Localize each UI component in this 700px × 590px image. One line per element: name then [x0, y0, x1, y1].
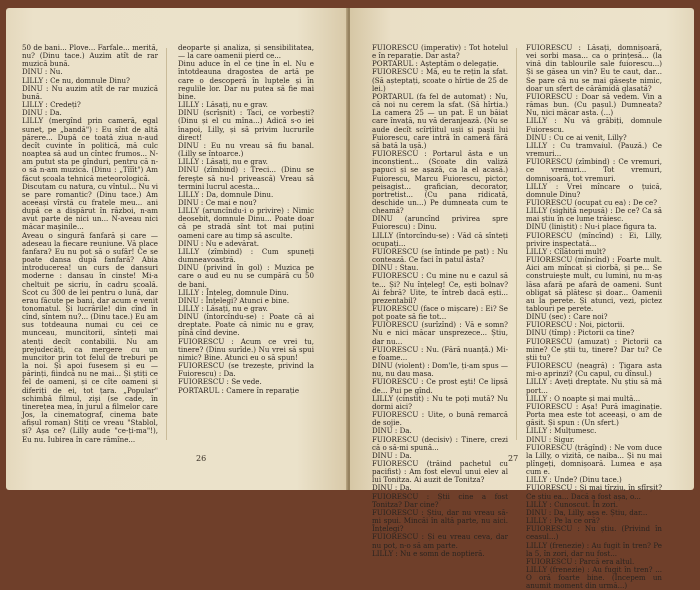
script-paragraph: DINU : Da.: [22, 108, 62, 118]
script-paragraph: FUIORESCU : Așa! Pură imaginație. Porta mea este tot aceeași, o am de găsit. Și spun : (Un sfert.): [526, 401, 662, 428]
script-paragraph: FUIORESCU : Portarul ăsta e un inconștient... (Scoate din valiză papuci și se așază, ca la el acasă.) Fuiorescu, Marcu Fuiorescu, pictor, peisagist... grafician, decorator, portretist... (Cu pana ridicată, deschide un...) Pe dumneata cum te cheamă?: [372, 149, 508, 216]
script-paragraph: PORTARUL (fa fel de automat) : Nu, că noi nu cerem la sfat. (Să hîrtia.) La camera 25 — un pat. E un băiat care învață, nu vă deranjează. (Nu se aude decît scîrțîitul ușii și pașii lui Fuiorescu, care intră în cameră fără să bată la ușă.): [372, 91, 508, 150]
script-paragraph: FUIORESCU : Noi, pictorii.: [526, 320, 625, 330]
script-paragraph: LILLY : Da, domnule Dinu.: [178, 189, 274, 199]
script-paragraph: FUIORESCU (trăgînd) : Ne vom duce la Lilly, o vizită, ce naiba... Și nu mai plîngeți, domnișoară. Lumea e așa cum e.: [526, 442, 662, 477]
script-paragraph: DINU : Ce mai e nou?: [178, 197, 257, 207]
script-paragraph: DINU (scrîșnit) : Taci, ce vorbești? (Dinu și el cu mîna...) Adică s-o iei înapoi, Lilly, și să privim lucrurile direct!: [178, 108, 314, 142]
script-paragraph: FUIORESCU : Și mai tîrziu, în sfîrșit? Ce știu ea... Dacă a fost așa, o...: [526, 483, 662, 501]
script-paragraph: Aveau o singură fanfară și care — adeseau la fiecare reuniune. Vă place fanfara? Eu nu pot să o sufăr! Ce se poate dansa după fanfară? Abia introducerea! un curs de dansuri moderne : dansau în cinste! Mi-a cheltuit pe sicriu, în cadru școală. Scot cu 300 de lei pentru o lună, dar erau făcute pe bani, dar acum e venit tonomatul. Și lucrările! din cînd în cînd, sîntem nu?... (Dinu tace.) Eu am sus totdeauna numai cu cei ce munceau, muncitorii, sînteți mai atenți decît contabilii. Nu am prejudecăți, ca mergere cu un muncitor prin tot felul de treburi pe la noi. Și apoi fusesem și eu — părinți, fiindcă nu ne mai... Și știți ce fel de oameni, și ce cîte oameni și diferiți de ei, tot țara. „Popular" schimbă filmul, zişi (se cade, în tinerețea mea, în jurul a filmelor care Jos, la cinematograf, cinema bate afișul roman) Stiți ce vreau "Stablol, și? Așa ce? (Lilly aude "ce-ți-ma"!), Eu nu. Iubirea în care rămîne...: [22, 230, 158, 444]
script-paragraph: FUIORESCU : Doar să vedem. Vin a rămas bun. (Cu pașul.) Dumneata? Nu, nici măcar asta. (...): [526, 91, 662, 118]
script-paragraph: LILLY : Unde? (Dinu tace.): [526, 475, 622, 485]
script-paragraph: LILLY (zîmbind) : Cum spuneți dumneavoastră.: [178, 246, 314, 265]
script-paragraph: DINU (sec) : Care noi?: [526, 312, 608, 322]
script-paragraph: LILLY : Credeți?: [22, 100, 81, 110]
script-paragraph: LILLY : Mulțumesc.: [526, 426, 597, 436]
script-paragraph: FUIORESCU : Nu știu. (Privind în ceasul...): [526, 524, 662, 542]
script-paragraph: DINU : Sigur.: [526, 434, 575, 444]
script-paragraph: LILLY : Cîlătorii mult?: [526, 246, 606, 256]
script-paragraph: FUIORESCU (neagră) : Țigara asta mi-o aprinzi? (Cu capul, cu dînsul.): [526, 361, 662, 379]
right-page: [350, 8, 694, 590]
script-paragraph: DINU (tîmp) : Pictorii ca tine?: [526, 328, 635, 338]
script-paragraph: FUIORESCU : Știu, dar nu vreau să-mi spui. Mincăi în altă parte, nu aici. Înțelegi?: [372, 507, 508, 534]
script-paragraph: DINU : Da.: [372, 450, 412, 460]
script-paragraph: FUIORESCU (zîmbind) : Ce vremuri, ce vremuri... Tot vremuri, domnișoară, tot vremuri.: [526, 157, 662, 183]
script-paragraph: FUIORESCU : Se vede.: [178, 377, 262, 387]
script-paragraph: FUIORESCU : Parcă era altul.: [526, 556, 635, 566]
script-paragraph: DINU (liniștit) : Nu-i place figura ta.: [526, 222, 657, 232]
script-paragraph: LILLY (frenezie) : Au fugit în tren? ... O oră foarte bine. (Începem un anumit moment din urmă...): [526, 565, 662, 590]
script-paragraph: FUIORESCU (imperativ) : Tot hotelul e în reparație. Dar asta?: [372, 43, 508, 61]
script-paragraph: FUIORESCU : Și eu vreau ceva, dar nu pot, n-o să am parte.: [372, 532, 508, 550]
script-paragraph: LILLY : Cunoscut. În zori.: [526, 499, 618, 509]
script-paragraph: DINU (aruncînd privirea spre Fuiorescu) : Dinu.: [372, 214, 508, 232]
script-paragraph: DINU : Da.: [372, 483, 412, 493]
script-paragraph: DINU : Nu auzim atît de rar muzică bună.: [22, 83, 158, 101]
script-paragraph: FUIORESCU (surîzînd) : Vă e somn? Nu e nici măcar unsprezece... Știu, dar nu...: [372, 320, 508, 346]
script-paragraph: FUIORESCU (se întinde pe pat) : Nu contează. Ce faci în patul ăsta?: [372, 246, 508, 265]
script-paragraph: DINU : Stau.: [372, 263, 419, 273]
script-paragraph: FUIORESCU : Mă, eu te rețin la sfat. (Să așteptați, scoate o hîrtie de 25 de lei.): [372, 67, 508, 93]
script-paragraph: Dinu aduce în el ce ține în el. Nu e întotdeauna dragostea de artă pe care o descoperă în luptele și în regulile lor. Dar nu putea să fie mai bine.: [178, 59, 314, 101]
script-paragraph: DINU (zîmbind) : Treci... (Dinu se fereşte să nu-l privească) Vreau să termini lucrul acesta...: [178, 165, 314, 191]
script-paragraph: FUIORESCU (ocupat cu ea) : De ce?: [526, 197, 658, 207]
script-paragraph: 50 de bani... Plove... Farfale... merită, nu? (Dinu tace.) Auzim atît de rar muzică bună.: [22, 43, 158, 69]
script-paragraph: LILLY : Lăsați, nu e grav.: [178, 304, 268, 313]
script-paragraph: DINU : Nu e adevărat.: [178, 238, 259, 248]
script-paragraph: DINU : Da, Lilly, așa e. Știu, dar...: [526, 507, 648, 517]
script-paragraph: FUIORESCU (mîncînd) : Foarte mult. Aici am mîncat și ciorbă, și pe... Se construiește mult, cu lumini, nu m-aș lăsa afară pe afară de oameni. Sunt obligat să plătesc și doar... Oamenii au la perete. Și atunci, vezi, pictez tablouri pe perete.: [526, 255, 662, 313]
script-paragraph: DINU : Da.: [372, 426, 412, 436]
script-paragraph: PORTARUL : Așteptăm o delegație.: [372, 59, 499, 69]
right-page-column-2: [526, 43, 662, 590]
script-paragraph: LILLY : Cu tramvaiul. (Pauză.) Ce vremuri...: [526, 140, 662, 159]
script-paragraph: Discutam cu natura, cu vîntul... Nu vi se pare romantic? (Dinu tace.) Am aceeași vîrstă cu fratele meu... ani după ce a dispărut în război, n-am avut parte de nici un... N-aveau nici măcar maşinile...: [22, 181, 158, 232]
script-paragraph: FUIORESCU (decisiv) : Tinere, crezi că o să-mi spună...: [372, 434, 508, 452]
script-paragraph: LILLY (cinstit) : Nu te poți mută? Nu dormi aici?: [372, 393, 508, 411]
script-paragraph: LILLY (întorcîndu-se) : Văd că sînteți ocupați...: [372, 230, 508, 248]
script-paragraph: FUIORESCU (trăind pachetul cu pacifist) : Am fost elevul unui elev al lui Tonitza. Ai auzit de Tonitza?: [372, 458, 508, 485]
script-paragraph: DINU : Nu.: [22, 67, 63, 77]
script-paragraph: deoparte și analiza, și sensibilitatea, — la care oamenii pierd ce...: [178, 43, 314, 61]
script-paragraph: FUIORESCU : Acum ce vrei tu, tinere? (Dinu surîde.) Nu vrei să spui nimic? Bine. Atunci eu o să spun!: [178, 336, 314, 362]
left-page-column-2: [178, 44, 314, 440]
right-page-column-1: [372, 43, 508, 558]
script-paragraph: LILLY : O noapte și mai multă...: [526, 393, 641, 403]
script-paragraph: LILLY : Nu vă grăbiți, domnule Fuiorescu.: [526, 116, 662, 134]
script-paragraph: LILLY : Aveți dreptate. Nu știu să mă port...: [526, 377, 662, 395]
script-paragraph: FUIORESCU : Știi cine a fost Tonitza? Dar cine?: [372, 491, 508, 509]
script-paragraph: FUIORESCU : Cu mine nu e cazul să te... Și? Nu înțeleg! Ce, ești bolnav? Ai febră? Uite, te întreb dacă ești... prezentabil?: [372, 271, 508, 305]
column-divider: [516, 48, 517, 440]
script-paragraph: LILLY (sighiță nepusă) : De ce? Ca să mai știu în ce lume trăiesc.: [526, 206, 662, 224]
script-paragraph: LILLY (mergînd prin cameră, egal sunet, pe „bandă") : Eu sînt de altă părere... După ce toată ziua n-aud decît cuvinte în politică, mă culc noaptea să aud un cîntec frumos... N-am putut sta pe gînduri, pentru că n-o să n-am muzică. (Dinu : „Tîîît") Am făcut școala tehnică meteorologică.: [22, 116, 158, 183]
script-paragraph: DINU : Cu ce ai venit, Lilly?: [526, 132, 627, 142]
script-paragraph: LILLY : Lăsați, nu e grav.: [178, 157, 268, 167]
script-paragraph: FUIORESCU : Lăsați, domnișoară, vei sorbi masa... ca o prințesă... (la vină din tablourile sale fuiorescu...) Și se găsea un vin? Eu te caut, dar... Se pare că nu se mai găsește nimic, doar un sfert de cărămidă glasată?: [526, 43, 662, 93]
script-paragraph: DINU (privind în gol) : Muzica pe care o aud eu nu se cumpără cu 50 de bani.: [178, 263, 314, 289]
script-paragraph: DINU : Înțelegi? Atunci e bine.: [178, 295, 290, 305]
script-paragraph: PORTARUL : Camere în reparație: [178, 385, 300, 395]
script-paragraph: LILLY : Pe la ce oră?: [526, 516, 600, 526]
script-paragraph: LILLY : Înțeleg, domnule Dinu.: [178, 287, 289, 297]
script-paragraph: LILLY : Vrei mîncare o țuică, domnule Dinu?: [526, 181, 662, 199]
left-page-column-1: [22, 43, 158, 444]
script-paragraph: LILLY : Lăsați, nu e grav.: [178, 100, 268, 110]
script-paragraph: FUIORESCU (se trezește, privind la Fuiorescu) : Da.: [178, 361, 314, 379]
script-paragraph: LILLY : Nu e somn de noptieră.: [372, 548, 485, 558]
left-page: [6, 8, 348, 490]
script-paragraph: LILLY : Ce nu, domnule Dinu?: [22, 75, 130, 85]
script-paragraph: LILLY (frenezie) : Au fugit în tren? Pe la 5, în zori, dar nu fost...: [526, 540, 662, 558]
script-paragraph: FUIORESCU : Nu. (Fără nuanță.) Mi-e foame...: [372, 344, 508, 362]
script-paragraph: FUIORESCU (amuzat) : Pictorii ca mine? Ce știi tu, tinere? Dar tu? Ce știi tu?: [526, 336, 662, 362]
script-paragraph: DINU (întorcîndu-se) : Poate că ai dreptate. Poate că nimic nu e grav, pînă cînd devine.: [178, 312, 314, 338]
script-paragraph: LILLY (aruncîndu-i o privire) : Nimic deosebit, domnule Dinu... Poate doar că pe stradă sînt tot mai puțini oameni care au timp să asculte.: [178, 206, 314, 240]
page-number-left: 26: [196, 454, 207, 463]
script-paragraph: FUIORESCU (mîncînd) : Ei, Lilly, privire inspectată...: [526, 230, 662, 248]
script-paragraph: DINU : Eu nu vreau să fiu banal. (Lilly se întoarce.): [178, 140, 314, 159]
script-paragraph: FUIORESCU : Uite, o bună remarcă de sojie.: [372, 410, 508, 428]
script-paragraph: FUIORESCU : Ce prost eşti! Ce lipsă de... Pui pe gînd.: [372, 377, 508, 395]
script-paragraph: DINU (violent) : Dom'le, ți-am spus — nu, nu dau masa.: [372, 361, 508, 379]
column-divider: [166, 48, 167, 440]
script-paragraph: FUIORESCU (face o mișcare) : Ei? Se pot poate să fie tot...: [372, 304, 508, 322]
page-number-right: 27: [508, 454, 519, 463]
